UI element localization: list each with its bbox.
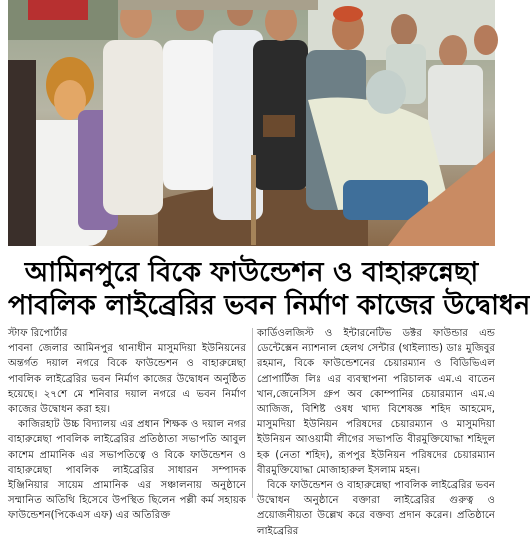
column-divider xyxy=(252,328,253,498)
article-paragraph: বিকে ফাউন্ডেশন ও বাহারুন্নেছা পাবলিক লাইব্রেরির ভবন উদ্বোধন অনুষ্ঠানে বক্তারা লাইব্রেরির গুরুত্ব ও প্রয়োজনীয়তা উল্লেখ করে বক্তব্য প্রদান করেন। প্রতিষ্ঠানে লাইব্রেরির xyxy=(257,480,495,537)
article-paragraph: কার্ডিওলজিস্ট ও ইন্টারনেটিভ ডক্টর ফাউন্ডার এন্ড ডেন্টেক্সেন ন্যাশনাল হেলথ সেন্টার (থাইল্যান্ড) ডাঃ মুজিবুর রহমান, বিকে ফাউন্ডেশনের চেয়ারম্যান ও বিডিভিএল প্রোপার্টিজ লিঃ এর ব্যবস্থাপনা পরিচালক এম.এ বাতেন খান,জেনেসিস গ্রুপ অব কোম্পানির চেয়ারম্যান এম.এ আজিজ, বিশিষ্ট ওষধ খাদ্য বিশেষজ্ঞ শহিদ আহমেদ, মাসুমদিয়া ইউনিয়ন পরিষদের চেয়ারম্যান ও মাসুমদিয়া ইউনিয়ন আওয়ামী লীগের সভাপতি বীরমুক্তিযোদ্ধা শহিদুল হক (নেতা শহিদ), রূপপুর ইউনিয়ন পরিষদের চেয়ারম্যান বীরমুক্তিযোদ্ধা মোজাহারুল ইসলাম মহন। xyxy=(257,328,495,476)
article-column-left xyxy=(8,326,246,522)
byline: স্টাফ রিপোর্টার xyxy=(8,328,68,339)
article-paragraph: পাবনা জেলার আমিনপুর থানাধীন মাসুমদিয়া ইউনিয়নের অন্তর্গত দয়াল নগরে বিকে ফাউন্ডেশন ও বাহারুন্নেছা পাবলিক লাইব্রেরির ভবন নির্মাণ কাজের উদ্বোধন অনুষ্ঠিত হয়েছে। ২৭শে মে শনিবার দয়াল নগরে এ ভবন নির্মাণ কাজের উদ্বোধন করা হয়। xyxy=(8,343,246,416)
photo-illustration xyxy=(8,0,495,246)
article-paragraph: কাজিরহাট উচ্চ বিদ্যালয় এর প্রধান শিক্ষক ও দয়াল নগর বাহারুন্নেছা পাবলিক লাইব্রেরির প্রতিষ্ঠাতা সভাপতি আবুল কাশেম প্রামানিক এর সভাপতিত্বে ও বিকে ফাউন্ডেশন ও বাহারুন্নেছা পাবলিক লাইব্রেরির সাধারন সম্পাদক ইঞ্জিনিয়ার সায়েম প্রামানিক এর সঞ্চালনায় অনুষ্ঠানে সম্মানিত অতিথি হিসেবে উপস্থিত ছিলেন পল্লী কর্ম সহায়ক ফাউন্ডেশন(পিকেএস এফ) এর অতিরিক্ত xyxy=(8,419,246,522)
article-body xyxy=(8,326,495,537)
news-photo xyxy=(8,0,495,246)
headline-line-2: পাবলিক লাইব্রেরির ভবন নির্মাণ কাজের উদ্বোধন xyxy=(8,290,530,321)
headline xyxy=(8,256,530,322)
headline-line-1: আমিনপুরে বিকে ফাউন্ডেশন ও বাহারুন্নেছা xyxy=(24,257,479,288)
article-column-right xyxy=(257,326,495,537)
